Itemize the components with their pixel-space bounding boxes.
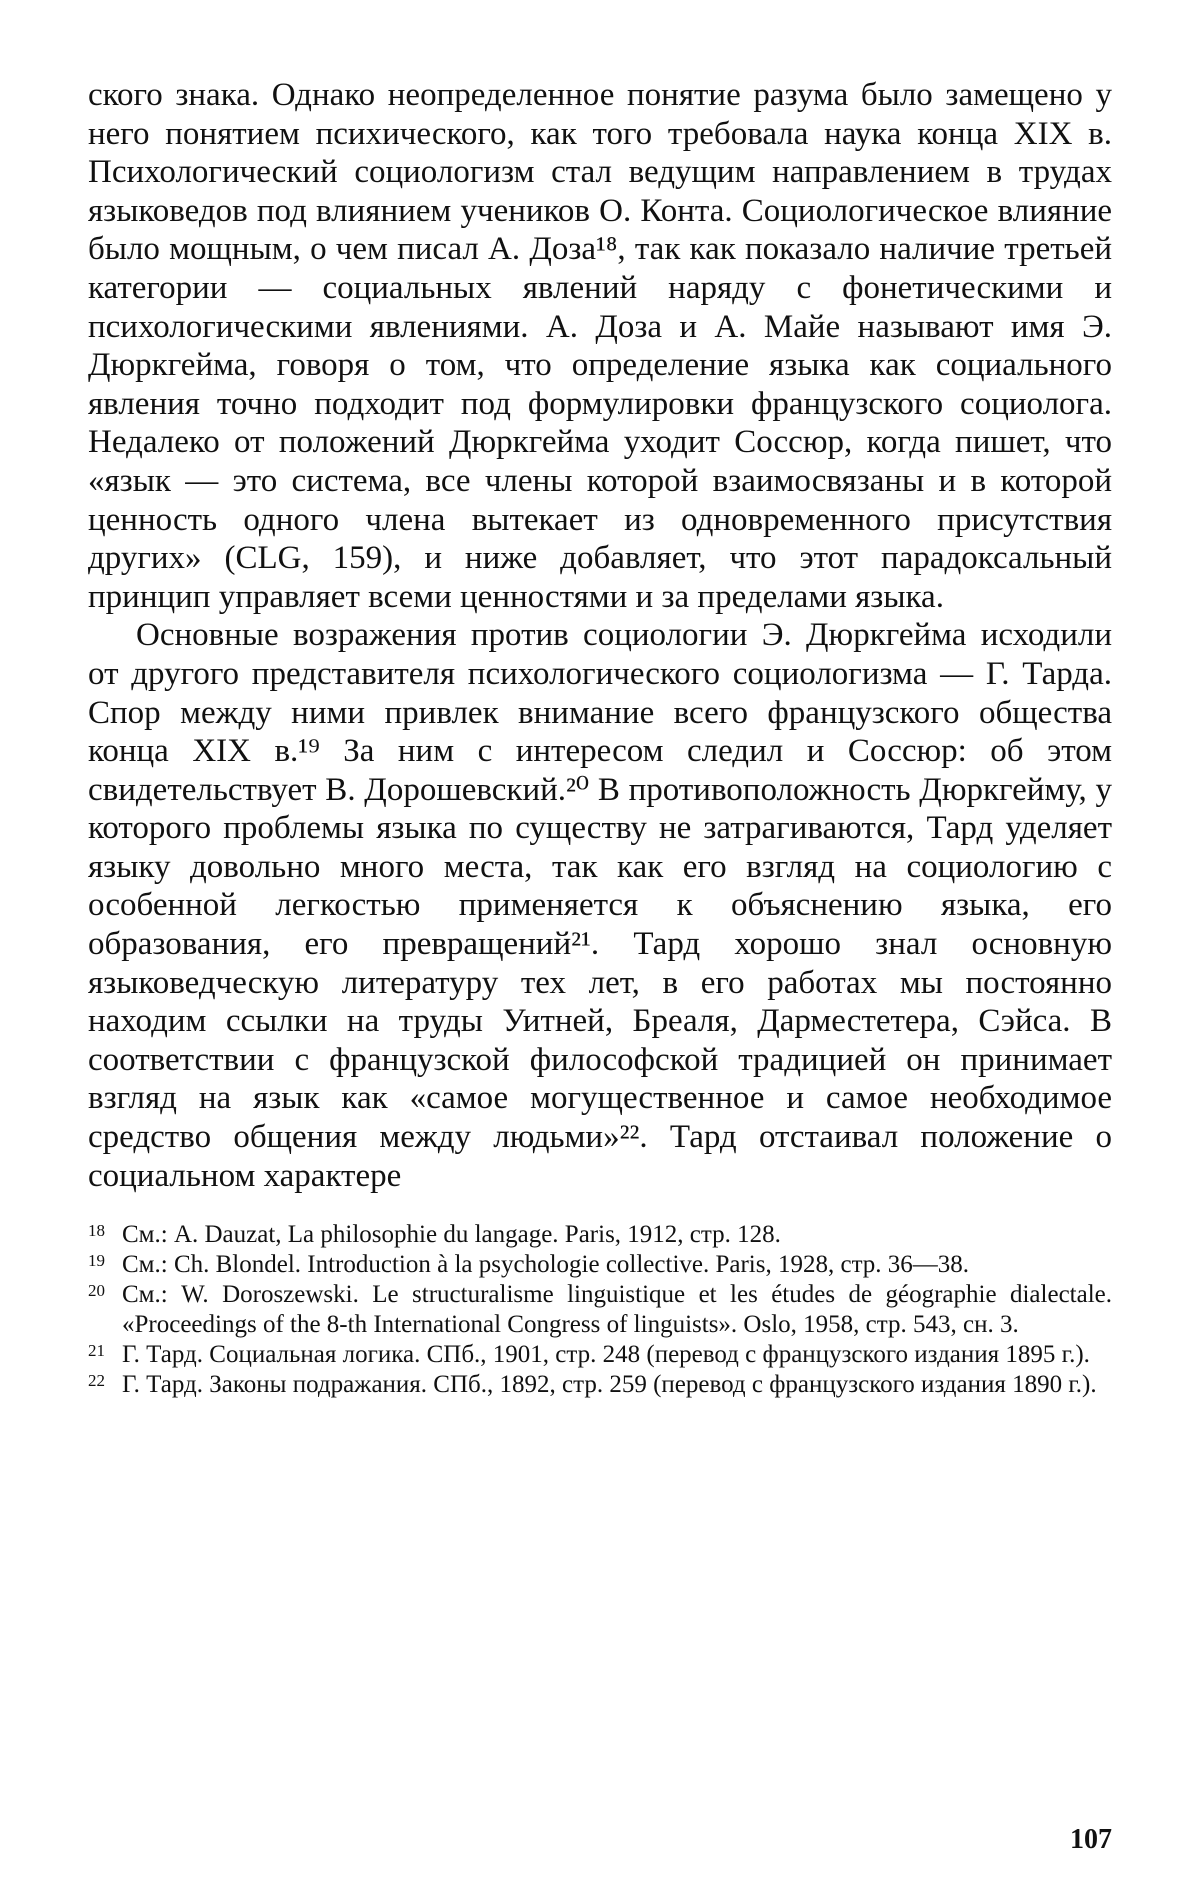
footnote-number: 21 bbox=[88, 1341, 105, 1360]
footnote-number: 18 bbox=[88, 1221, 105, 1240]
footnotes bbox=[88, 1220, 1112, 1400]
footnote-22 bbox=[88, 1370, 1112, 1400]
footnote-text: См.: Ch. Blondel. Introduction à la psychologie collective. Paris, 1928, стр. 36—38. bbox=[122, 1251, 970, 1278]
footnote-text: Г. Тард. Социальная логика. СПб., 1901, стр. 248 (перевод с французского издания 1895 г.). bbox=[122, 1341, 1090, 1368]
footnote-20 bbox=[88, 1280, 1112, 1340]
footnote-21 bbox=[88, 1340, 1112, 1370]
main-text bbox=[88, 76, 1112, 1195]
footnote-number: 22 bbox=[88, 1371, 105, 1390]
footnote-19 bbox=[88, 1250, 1112, 1280]
footnote-18 bbox=[88, 1220, 1112, 1250]
book-page bbox=[88, 76, 1112, 1866]
footnote-number: 19 bbox=[88, 1251, 105, 1270]
footnote-text: См.: W. Doroszewski. Le structuralisme linguistique et les études de géographie dialectale. «Proceedings of the 8-th International Congress of linguists». Oslo, 1958, стр. 543, сн. 3. bbox=[122, 1281, 1112, 1338]
footnote-number: 20 bbox=[88, 1281, 105, 1300]
footnote-text: См.: A. Dauzat, La philosophie du langage. Paris, 1912, стр. 128. bbox=[122, 1221, 781, 1248]
paragraph-1: ского знака. Однако неопределенное понятие разума было замещено у него понятием психического, как того требовала наука конца XIX в. Психологический социологизм стал ведущим направлением в трудах языковедов под влиянием учеников О. Конта. Социологическое влияние было мощным, о чем писал А. Доза¹⁸, так как показало наличие третьей категории — социальных явлений наряду с фонетическими и психологическими явлениями. А. Доза и А. Майе называют имя Э. Дюркгейма, говоря о том, что определение языка как социального явления точно подходит под формулировки французского социолога. Недалеко от положений Дюркгейма уходит Соссюр, когда пишет, что «язык — это система, все члены которой взаимосвязаны и в которой ценность одного члена вытекает из одновременного присутствия других» (CLG, 159), и ниже добавляет, что этот парадоксальный принцип управляет всеми ценностями и за пределами языка. bbox=[88, 77, 1112, 615]
paragraph-2: Основные возражения против социологии Э. Дюркгейма исходили от другого представителя психологического социологизма — Г. Тарда. Спор между ними привлек внимание всего французского общества конца XIX в.¹⁹ За ним с интересом следил и Соссюр: об этом свидетельствует В. Дорошевский.²⁰ В противоположность Дюркгейму, у которого проблемы языка по существу не затрагиваются, Тард уделяет языку довольно много места, так как его взгляд на социологию с особенной легкостью применяется к объяснению языка, его образования, его превращений²¹. Тард хорошо знал основную языковедческую литературу тех лет, в его работах мы постоянно находим ссылки на труды Уитней, Бреаля, Дарместетера, Сэйса. В соответствии с французской философской традицией он принимает взгляд на язык как «самое могущественное и самое необходимое средство общения между людьми»²². Тард отстаивал положение о социальном характере bbox=[88, 617, 1112, 1194]
footnote-text: Г. Тард. Законы подражания. СПб., 1892, стр. 259 (перевод с французского издания 1890 г.). bbox=[122, 1371, 1097, 1398]
page-number: 107 bbox=[1070, 1824, 1112, 1855]
